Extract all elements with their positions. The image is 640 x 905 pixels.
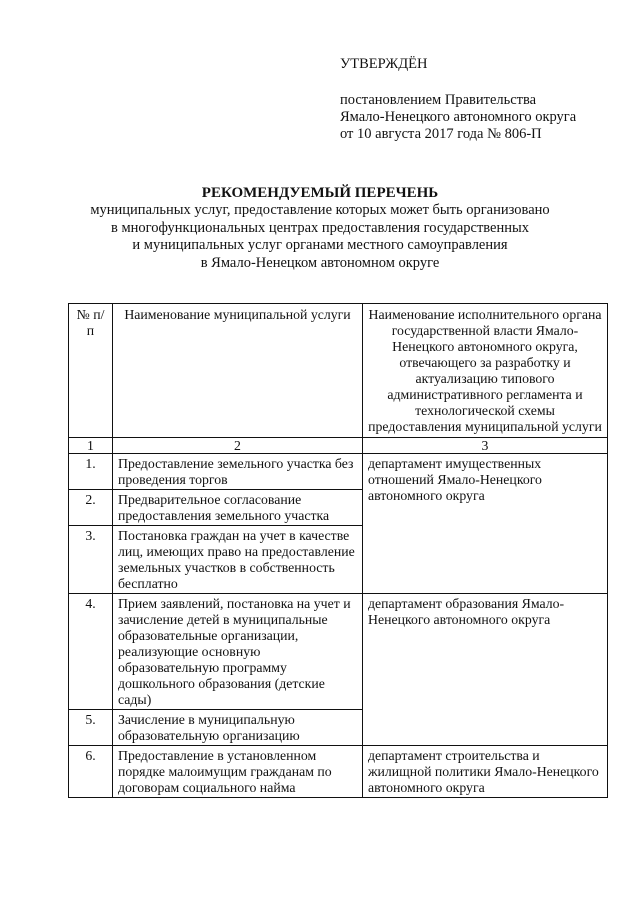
column-number: 2	[113, 438, 363, 454]
column-number: 3	[363, 438, 608, 454]
approval-heading: УТВЕРЖДЁН	[340, 56, 428, 72]
header-authority: Наименование исполнительного органа государственной власти Ямало-Ненецкого автономного округа, отвечающего за разработку и актуализацию типового административного регламента и технологической схемы предоставления муниципальной услуги	[363, 304, 608, 438]
row-number: 2.	[69, 490, 113, 526]
row-service: Постановка граждан на учет в качестве лиц, имеющих право на предоставление земельных участков в собственность бесплатно	[113, 526, 363, 594]
row-service: Зачисление в муниципальную образовательную организацию	[113, 710, 363, 746]
approval-line: от 10 августа 2017 года № 806-П	[340, 126, 542, 142]
row-number: 4.	[69, 594, 113, 710]
header-number: № п/п	[69, 304, 113, 438]
document-title: РЕКОМЕНДУЕМЫЙ ПЕРЕЧЕНЬ	[201, 185, 439, 201]
table-header-row	[69, 304, 608, 438]
services-table	[68, 303, 608, 798]
row-number: 5.	[69, 710, 113, 746]
table-row	[69, 746, 608, 798]
table-row	[69, 454, 608, 490]
approval-line: постановлением Правительства	[340, 92, 537, 108]
column-number: 1	[69, 438, 113, 454]
document-title-block	[20, 184, 620, 272]
row-service: Предоставление в установленном порядке малоимущим гражданам по договорам социального найма	[113, 746, 363, 798]
subtitle-line: и муниципальных услуг органами местного самоуправления	[132, 237, 508, 253]
subtitle-line: в многофункциональных центрах предоставления государственных	[110, 219, 530, 236]
row-authority: департамент образования Ямало-Ненецкого автономного округа	[363, 594, 608, 746]
row-number: 3.	[69, 526, 113, 594]
row-number: 6.	[69, 746, 113, 798]
table-row	[69, 594, 608, 710]
row-service: Предварительное согласование предоставления земельного участка	[113, 490, 363, 526]
row-authority: департамент имущественных отношений Ямало-Ненецкого автономного округа	[363, 454, 608, 594]
approval-stamp	[340, 56, 620, 143]
row-service: Предоставление земельного участка без проведения торгов	[113, 454, 363, 490]
table-body	[69, 454, 608, 798]
row-number: 1.	[69, 454, 113, 490]
subtitle-line: муниципальных услуг, предоставление которых может быть организовано	[90, 202, 550, 218]
subtitle-line: в Ямало-Ненецком автономном округе	[200, 254, 440, 271]
header-service: Наименование муниципальной услуги	[113, 304, 363, 438]
row-authority: департамент строительства и жилищной политики Ямало-Ненецкого автономного округа	[363, 746, 608, 798]
column-number-row	[69, 438, 608, 454]
row-service: Прием заявлений, постановка на учет и зачисление детей в муниципальные образовательные организации, реализующие основную образовательную программу дошкольного образования (детские сады)	[113, 594, 363, 710]
approval-line: Ямало-Ненецкого автономного округа	[340, 109, 577, 125]
document-subtitle	[20, 202, 620, 272]
